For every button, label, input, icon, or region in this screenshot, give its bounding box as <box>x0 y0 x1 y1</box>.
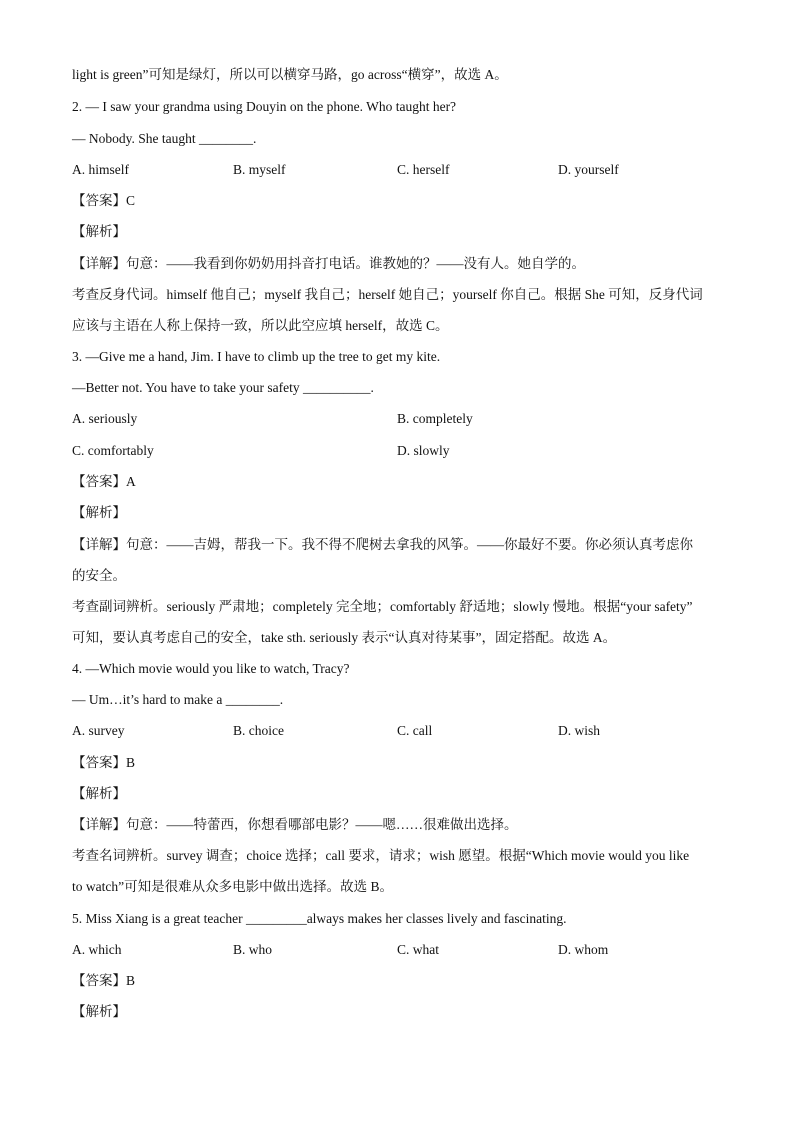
question-2-stem: 2. — I saw your grandma using Douyin on the phone. Who taught her? <box>72 99 457 114</box>
explanation-text: light is green”可知是绿灯，所以可以横穿马路，go across“横穿”，故选 A。 <box>72 67 508 82</box>
option-d: D. slowly <box>397 443 450 458</box>
detail-text: 【详解】句意：——吉姆，帮我一下。我不得不爬树去拿我的风筝。——你最好不要。你必须认真考虑你 <box>72 537 693 552</box>
option-b: B. choice <box>233 723 284 738</box>
answer-label: 【答案】C <box>72 193 136 208</box>
analysis-label: 【解析】 <box>72 505 126 520</box>
analysis-label: 【解析】 <box>72 786 126 801</box>
question-3-reply: —Better not. You have to take your safety __________. <box>72 380 374 395</box>
explanation-text: 考查副词辨析。seriously 严肃地；completely 完全地；comfortably 舒适地；slowly 慢地。根据“your safety” <box>72 599 693 614</box>
option-b: B. who <box>233 942 273 957</box>
option-b: B. completely <box>397 411 473 426</box>
detail-text: 【详解】句意：——特蕾西，你想看哪部电影？——嗯……很难做出选择。 <box>72 817 518 832</box>
option-a: A. himself <box>72 162 129 177</box>
option-c: C. herself <box>397 162 450 177</box>
answer-label: 【答案】B <box>72 755 136 770</box>
question-3-stem: 3. —Give me a hand, Jim. I have to climb up the tree to get my kite. <box>72 349 441 364</box>
option-b: B. myself <box>233 162 286 177</box>
option-a: A. which <box>72 942 122 957</box>
detail-text: 的安全。 <box>72 568 126 583</box>
option-d: D. yourself <box>558 162 619 177</box>
detail-text: 【详解】句意：——我看到你奶奶用抖音打电话。谁教她的？——没有人。她自学的。 <box>72 256 585 271</box>
option-d: D. wish <box>558 723 601 738</box>
option-c: C. what <box>397 942 439 957</box>
analysis-label: 【解析】 <box>72 1004 126 1019</box>
analysis-label: 【解析】 <box>72 224 126 239</box>
option-c: C. call <box>397 723 433 738</box>
explanation-text: 可知，要认真考虑自己的安全，take sth. seriously 表示“认真对待某事”，固定搭配。故选 A。 <box>72 630 617 645</box>
question-4-stem: 4. —Which movie would you like to watch, Tracy? <box>72 661 350 676</box>
option-d: D. whom <box>558 942 609 957</box>
explanation-text: to watch”可知是很难从众多电影中做出选择。故选 B。 <box>72 879 393 894</box>
explanation-text: 应该与主语在人称上保持一致，所以此空应填 herself，故选 C。 <box>72 318 449 333</box>
option-c: C. comfortably <box>72 443 154 458</box>
answer-label: 【答案】A <box>72 474 136 489</box>
option-a: A. survey <box>72 723 125 738</box>
question-5-stem: 5. Miss Xiang is a great teacher _________always makes her classes lively and fascinating. <box>72 911 567 926</box>
option-a: A. seriously <box>72 411 138 426</box>
explanation-text: 考查反身代词。himself 他自己；myself 我自己；herself 她自己；yourself 你自己。根据 She 可知，反身代词 <box>72 287 703 302</box>
answer-label: 【答案】B <box>72 973 136 988</box>
question-2-reply: — Nobody. She taught ________. <box>72 131 257 146</box>
question-4-reply: — Um…it’s hard to make a ________. <box>72 692 284 707</box>
explanation-text: 考查名词辨析。survey 调查；choice 选择；call 要求，请求；wish 愿望。根据“Which movie would you like <box>72 848 690 863</box>
